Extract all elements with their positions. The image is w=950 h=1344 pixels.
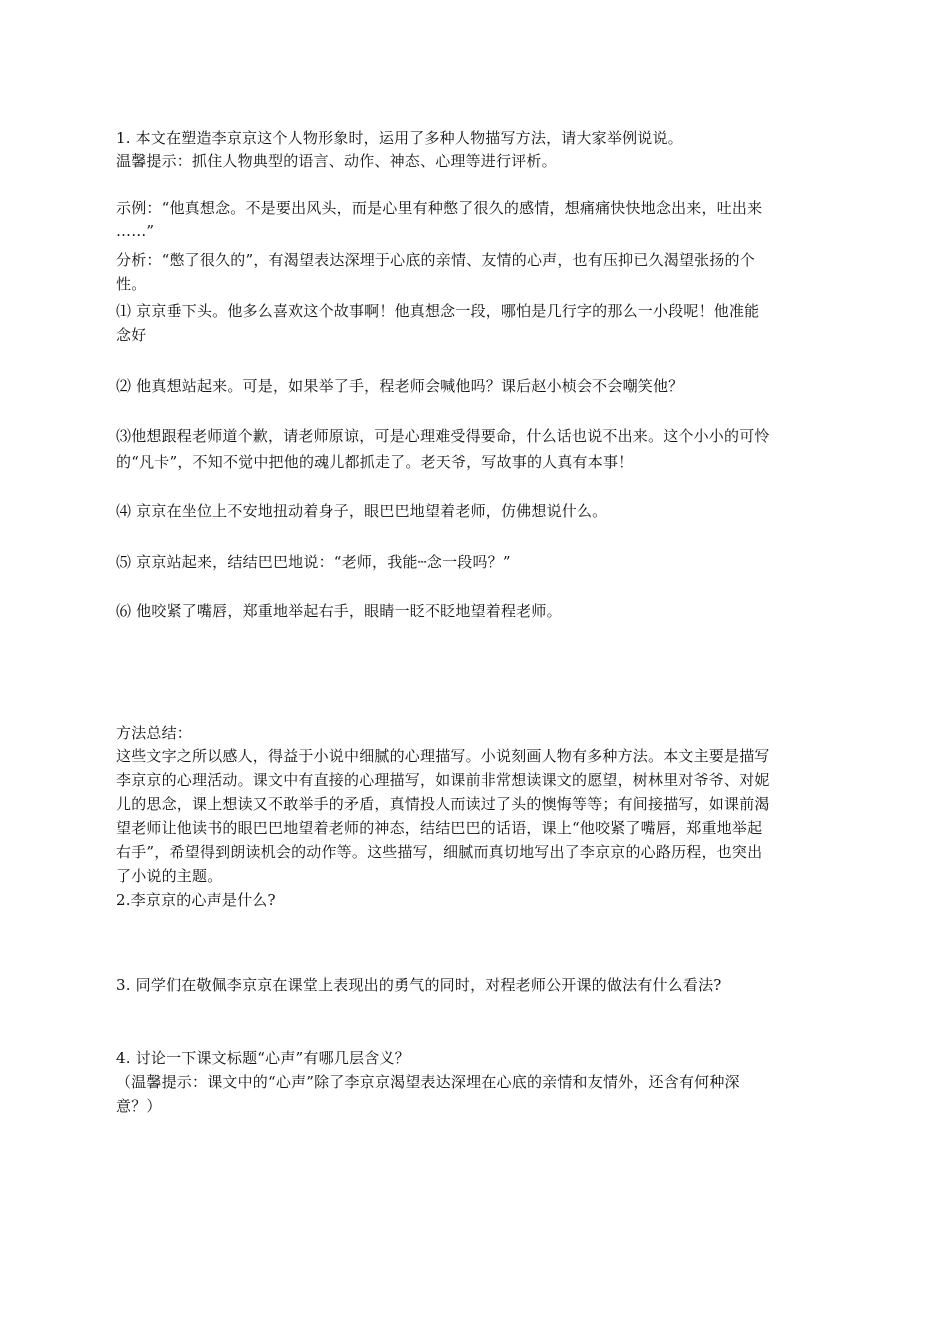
question-4-hint-line-1: （温馨提示：课文中的“心声”除了李京京渴望表达深埋在心底的亲情和友情外，还含有何种深: [116, 1073, 740, 1091]
summary-line-2: 李京京的心理活动。课文中有直接的心理描写，如课前非常想读课文的愿望，树林里对爷爷、对妮: [116, 771, 770, 789]
item-6-line-1: ⑹ 他咬紧了嘴唇，郑重地举起右手，眼睛一眨不眨地望着程老师。: [116, 602, 562, 620]
question-2-title: 2.李京京的心声是什么?: [116, 891, 276, 909]
summary-heading: 方法总结：: [116, 724, 193, 742]
question-4-hint-line-2: 意？）: [116, 1097, 162, 1115]
question-1-hint: 温馨提示：抓住人物典型的语言、动作、神态、心理等进行评析。: [116, 152, 557, 170]
summary-line-1: 这些文字之所以感人，得益于小说中细腻的心理描写。小说刻画人物有多种方法。本文主要是描写: [116, 747, 770, 765]
example-line-1: 示例：“他真想念。不是要出风头，而是心里有种憋了很久的感情，想痛痛快快地念出来，吐出来: [116, 199, 763, 217]
item-1-line-1: ⑴ 京京垂下头。他多么喜欢这个故事啊！他真想念一段，哪怕是几行字的那么一小段呢！他准能: [116, 302, 760, 320]
question-4-title: 4. 讨论一下课文标题“心声”有哪几层含义？: [116, 1049, 410, 1067]
summary-line-4: 望老师让他读书的眼巴巴地望着老师的神态，结结巴巴的话语，课上“他咬紧了嘴唇，郑重地举起: [116, 819, 763, 837]
item-2-line-1: ⑵ 他真想站起来。可是，如果举了手，程老师会喊他吗？课后赵小桢会不会嘲笑他？: [116, 377, 684, 395]
question-1-title: 1. 本文在塑造李京京这个人物形象时，运用了多种人物描写方法，请大家举例说说。: [116, 129, 683, 147]
example-line-2: ……”: [116, 222, 155, 240]
summary-line-5: 右手”，希望得到朗读机会的动作等。这些描写，细腻而真切地写出了李京京的心路历程，也突出: [116, 843, 763, 861]
summary-line-6: 了小说的主题。: [116, 867, 223, 885]
summary-line-3: 儿的思念，课上想读又不敢举手的矛盾，真情投人而读过了头的懊悔等等；有间接描写，如课前渴: [116, 795, 770, 813]
item-3-line-1: ⑶他想跟程老师道个歉，请老师原谅，可是心理难受得要命，什么话也说不出来。这个小小的可怜: [116, 427, 770, 445]
item-1-line-2: 念好: [116, 326, 147, 344]
analysis-line-2: 性。: [116, 275, 147, 293]
item-3-line-2: 的“凡卡”，不知不觉中把他的魂儿都抓走了。老天爷，写故事的人真有本事！: [116, 453, 634, 471]
question-3-title: 3. 同学们在敬佩李京京在课堂上表现出的勇气的同时，对程老师公开课的做法有什么看法?: [116, 976, 722, 994]
item-4-line-1: ⑷ 京京在坐位上不安地扭动着身子，眼巴巴地望着老师，仿佛想说什么。: [116, 502, 608, 520]
analysis-line-1: 分析：“憋了很久的”，有渴望表达深埋于心底的亲情、友情的心声，也有压抑已久渴望张扬的个: [116, 251, 755, 269]
item-5-line-1: ⑸ 京京站起来，结结巴巴地说：“老师，我能┄念一段吗？”: [116, 553, 511, 571]
